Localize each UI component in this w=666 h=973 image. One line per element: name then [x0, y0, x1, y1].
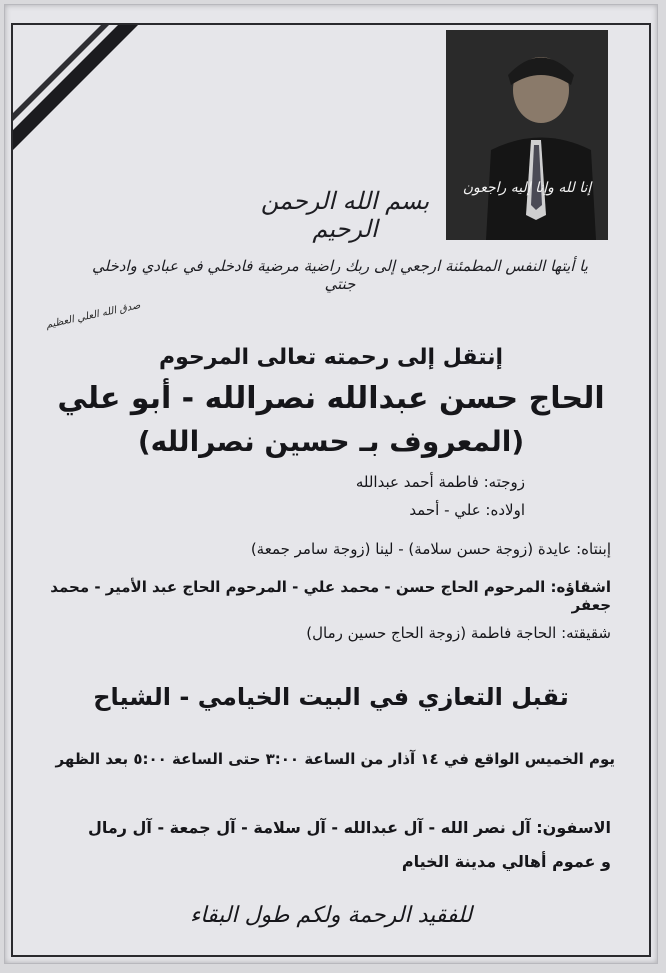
- town-residents: و عموم أهالي مدينة الخيام: [401, 852, 611, 871]
- sadaqa-note: صدق الله العلي العظيم: [44, 300, 142, 331]
- condolence-time: يوم الخميس الواقع في ١٤ آذار من الساعة ٣:٠٠ حتى الساعة ٥:٠٠ بعد الظهر: [55, 750, 615, 768]
- photo-caption: إنا لله وإنا إليه راجعون: [462, 180, 592, 196]
- closing-prayer: للفقيد الرحمة ولكم طول البقاء: [189, 903, 473, 928]
- obituary-sheet: [4, 4, 658, 964]
- deceased-name: الحاج حسن عبدالله نصرالله - أبو علي: [57, 381, 605, 416]
- passing-intro: إنتقل إلى رحمته تعالى المرحوم: [158, 345, 503, 370]
- known-as: (المعروف بـ حسين نصرالله): [137, 425, 525, 458]
- portrait-image: [446, 30, 608, 240]
- daughters-line: إبنتاه: عايدة (زوجة حسن سلامة) - لينا (زوجة سامر جمعة): [250, 540, 611, 558]
- children-line: اولاده: علي - أحمد: [409, 501, 525, 519]
- deceased-photo: [446, 30, 608, 240]
- mourning-families: الاسفون: آل نصر الله - آل عبدالله - آل سلامة - آل جمعة - آل رمال: [87, 818, 611, 837]
- brothers-line: اشقاؤه: المرحوم الحاج حسن - محمد علي - المرحوم الحاج عبد الأمير - محمد جعفر: [50, 578, 611, 614]
- basmala: بسم الله الرحمن الرحيم: [260, 187, 430, 243]
- wife-line: زوجته: فاطمة أحمد عبدالله: [355, 473, 525, 491]
- condolence-location: تقبل التعازي في البيت الخيامي - الشياح: [93, 683, 569, 711]
- mourning-ribbon-icon: [13, 25, 143, 155]
- quran-verse: يا أيتها النفس المطمئنة ارجعي إلى ربك راضية مرضية فادخلي في عبادي وادخلي جنتي: [92, 257, 588, 293]
- sister-line: شقيقته: الحاجة فاطمة (زوجة الحاج حسين رمال): [306, 624, 611, 642]
